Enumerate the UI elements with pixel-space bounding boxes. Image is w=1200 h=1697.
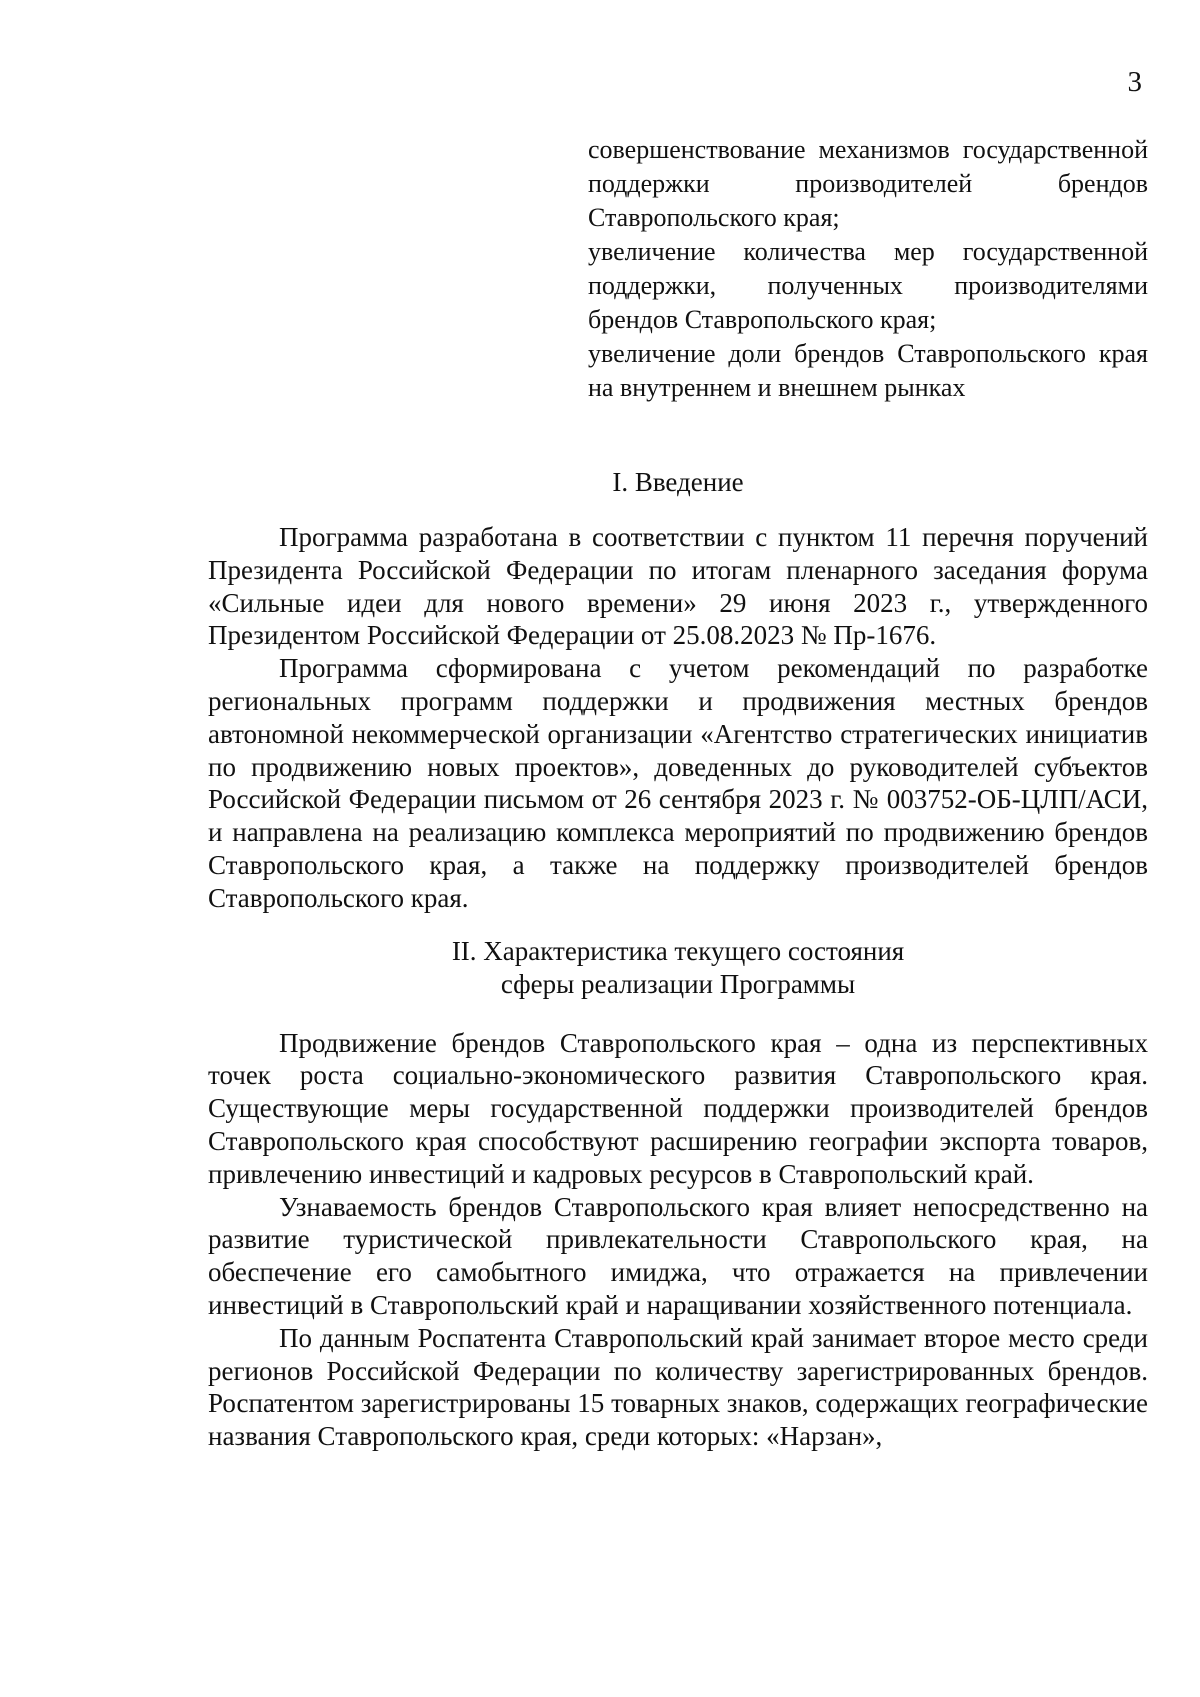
goals-block: [588, 133, 1148, 405]
section-title-line: сферы реализации Программы: [500, 968, 856, 999]
goal-item: совершенствование механизмов государственной поддержки производителей брендов Ставропольского края;: [588, 135, 1148, 232]
section-title-characteristics: [208, 935, 1148, 1001]
section-title-line: II. Характеристика текущего состояния: [451, 935, 905, 966]
document-body: [208, 466, 1148, 1453]
paragraph: Программа разработана в соответствии с пунктом 11 перечня поручений Президента Российской Федерации по итогам пленарного заседания форума «Сильные идеи для нового времени» 29 июня 2023 г., утвержденного Президентом Российской Федерации от 25.08.2023 № Пр-1676.: [208, 522, 1148, 651]
goal-item: увеличение количества мер государственной поддержки, полученных производителями брендов Ставропольского края;: [588, 237, 1148, 334]
paragraph: Программа сформирована с учетом рекомендаций по разработке региональных программ поддержки и продвижения местных брендов автономной некоммерческой организации «Агентство стратегических инициатив по продвижению новых проектов», доведенных до руководителей субъектов Российской Федерации письмом от 26 сентября 2023 г. № 003752-ОБ-ЦЛП/АСИ, и направлена на реализацию комплекса мероприятий по продвижению брендов Ставропольского края, а также на поддержку производителей брендов Ставропольского края.: [208, 653, 1148, 913]
page-number: 3: [1127, 66, 1142, 98]
paragraph: По данным Роспатента Ставропольский край занимает второе место среди регионов Российской Федерации по количеству зарегистрированных брендов. Роспатентом зарегистрированы 15 товарных знаков, содержащих географические названия Ставропольского края, среди которых: «Нарзан»,: [208, 1322, 1148, 1452]
paragraph: Узнаваемость брендов Ставропольского края влияет непосредственно на развитие туристической привлекательности Ставропольского края, на обеспечение его самобытного имиджа, что отражается на привлечении инвестиций в Ставропольский край и наращивании хозяйственного потенциала.: [208, 1191, 1148, 1320]
goal-item: увеличение доли брендов Ставропольского края на внутреннем и внешнем рынках: [588, 339, 1148, 402]
section-title-introduction: I. Введение: [612, 467, 744, 497]
paragraph: Продвижение брендов Ставропольского края – одна из перспективных точек роста социально-экономического развития Ставропольского края. Существующие меры государственной поддержки производителей брендов Ставропольского края способствуют расширению географии экспорта товаров, привлечению инвестиций и кадровых ресурсов в Ставропольский край.: [208, 1027, 1148, 1189]
